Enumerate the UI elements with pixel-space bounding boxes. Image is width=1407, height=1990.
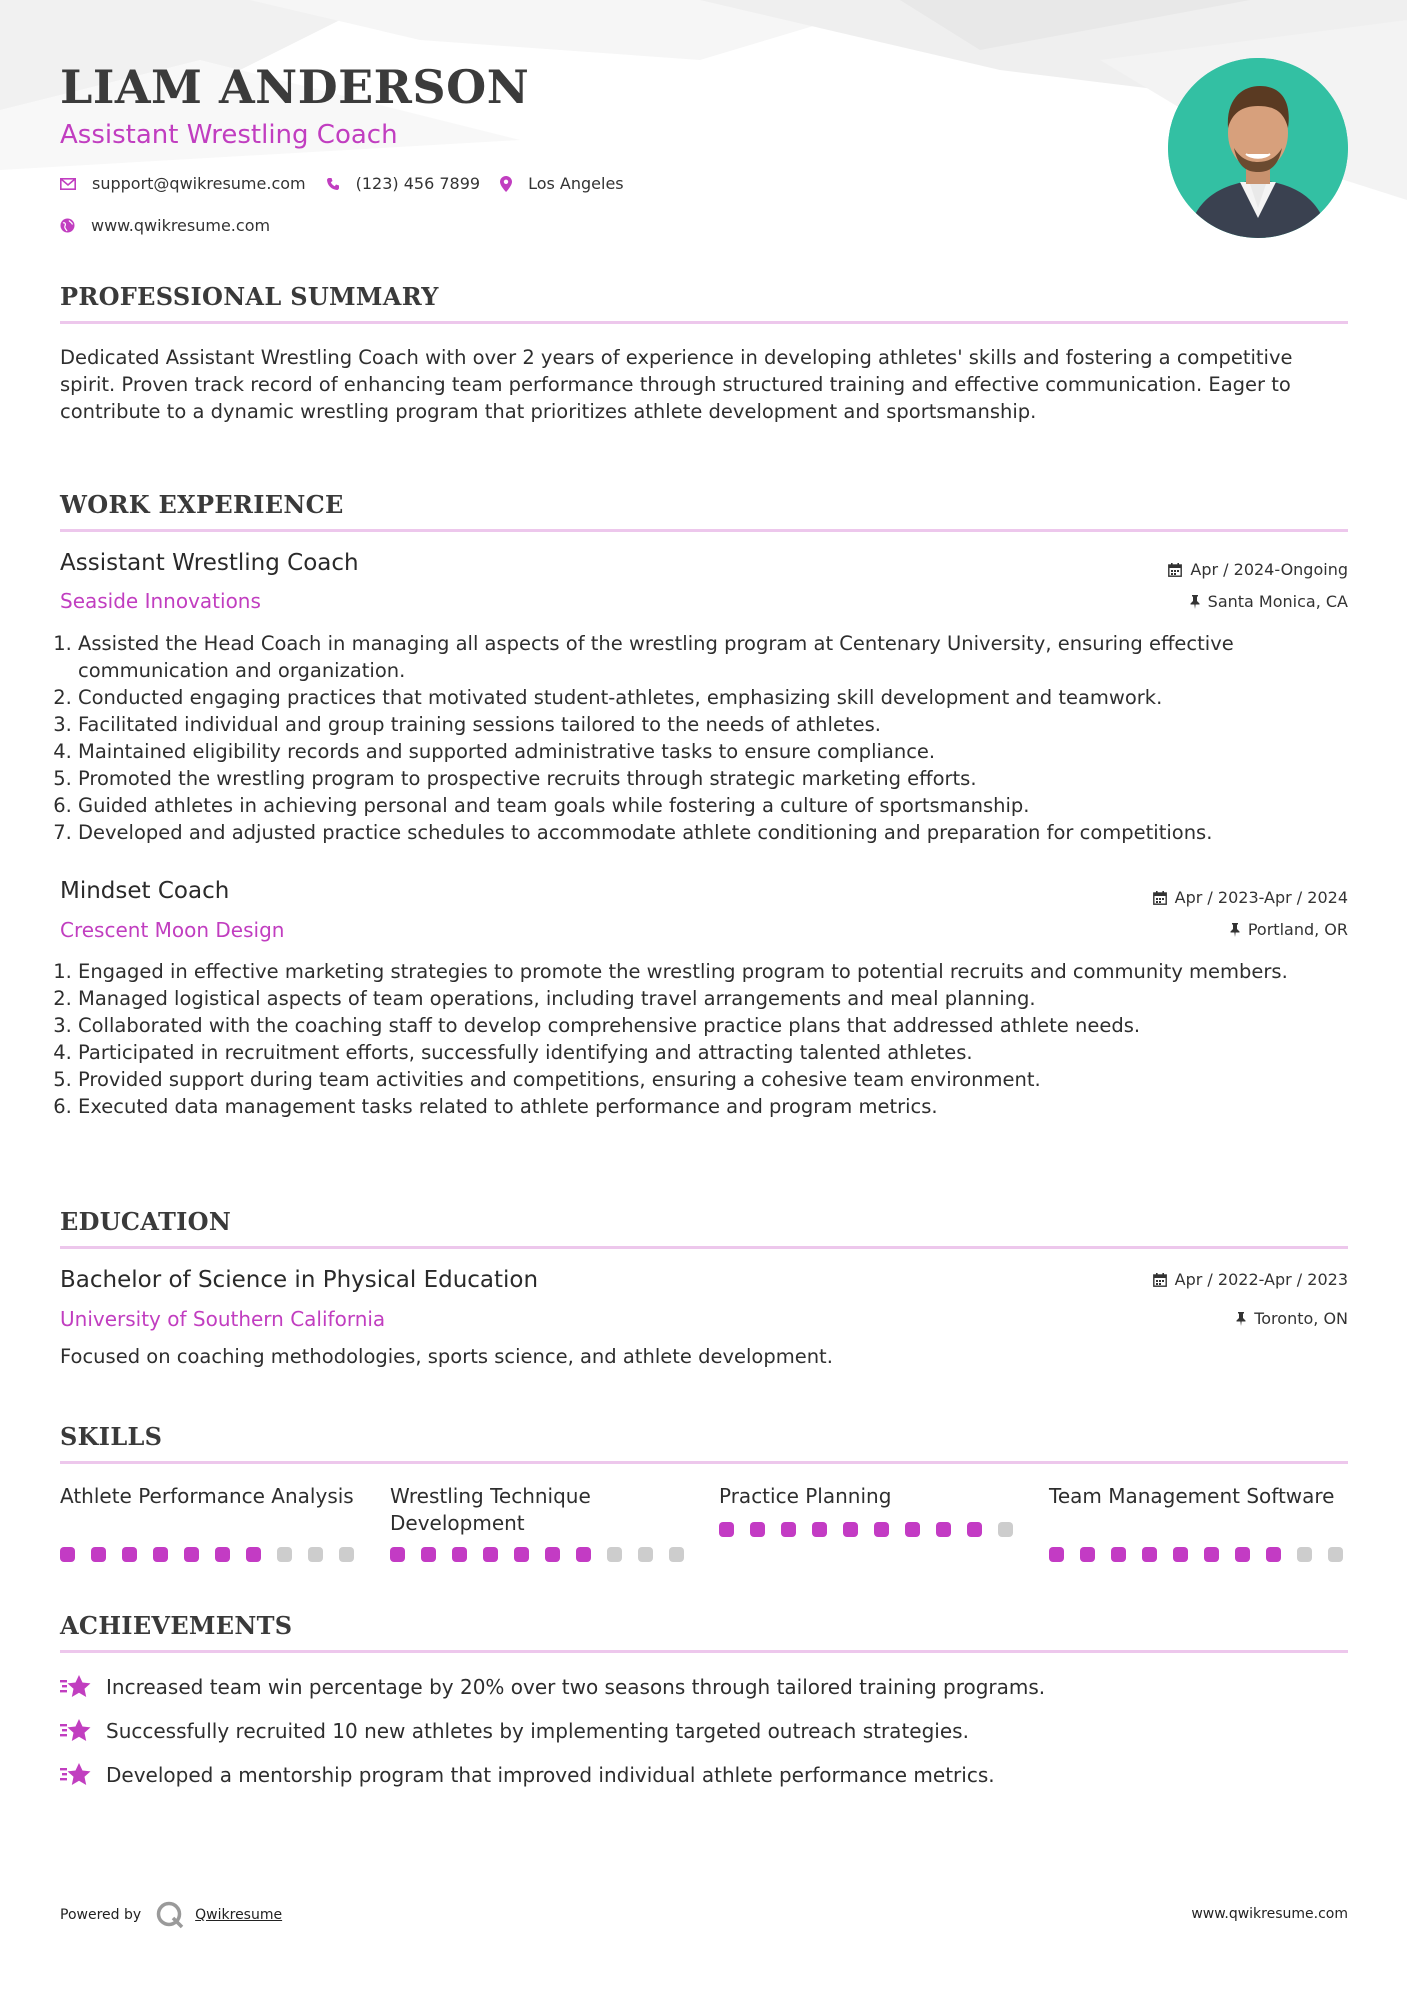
achievements-divider — [60, 1650, 1348, 1653]
job-2-bullets — [60, 958, 1366, 1120]
list-item: 2. Conducted engaging practices that motivated student-athletes, emphasizing skill development and teamwork. — [78, 684, 1366, 711]
rating-dot-empty — [1328, 1547, 1343, 1562]
education-description: Focused on coaching methodologies, sports science, and athlete development. — [60, 1345, 833, 1368]
powered-by-label: Powered by — [60, 1907, 142, 1923]
list-item: 5. Promoted the wrestling program to prospective recruits through strategic marketing efforts. — [78, 765, 1366, 792]
rating-dot-filled — [1049, 1547, 1064, 1562]
rating-dot-empty — [998, 1522, 1013, 1537]
skill-name: Athlete Performance Analysis — [60, 1484, 354, 1508]
rating-dot-filled — [1266, 1547, 1281, 1562]
contact-website[interactable] — [60, 216, 270, 235]
contact-row-website — [60, 216, 290, 235]
rating-dot-filled — [874, 1522, 889, 1537]
list-item: 7. Developed and adjusted practice schedules to accommodate athlete conditioning and preparation for competitions. — [78, 819, 1366, 846]
skill-item — [1049, 1483, 1349, 1537]
star-icon — [60, 1718, 92, 1744]
education-location-text: Toronto, ON — [1254, 1309, 1348, 1328]
rating-dot-filled — [215, 1547, 230, 1562]
rating-dot-filled — [545, 1547, 560, 1562]
rating-dot-filled — [514, 1547, 529, 1562]
skill-item — [390, 1483, 690, 1537]
rating-dot-filled — [781, 1522, 796, 1537]
achievements-heading: ACHIEVEMENTS — [60, 1611, 293, 1640]
skill-name: Practice Planning — [719, 1484, 892, 1508]
education-dates-text: Apr / 2022-Apr / 2023 — [1174, 1270, 1348, 1289]
rating-dot-filled — [1142, 1547, 1157, 1562]
achievement-item — [60, 1762, 995, 1788]
rating-dot-filled — [91, 1547, 106, 1562]
list-item: 1. Assisted the Head Coach in managing all aspects of the wrestling program at Centenary University, ensuring effective communication and organization. — [78, 630, 1366, 684]
summary-divider — [60, 321, 1348, 324]
rating-dot-filled — [750, 1522, 765, 1537]
skill-rating — [719, 1522, 1029, 1537]
list-item: 4. Participated in recruitment efforts, successfully identifying and attracting talented athletes. — [78, 1039, 1366, 1066]
rating-dot-empty — [669, 1547, 684, 1562]
list-item: 4. Maintained eligibility records and supported administrative tasks to ensure compliance. — [78, 738, 1366, 765]
experience-divider — [60, 529, 1348, 532]
candidate-name: LIAM ANDERSON — [60, 60, 530, 114]
rating-dot-empty — [1297, 1547, 1312, 1562]
list-item: 5. Provided support during team activities and competitions, ensuring a cohesive team environment. — [78, 1066, 1366, 1093]
list-item: 3. Facilitated individual and group training sessions tailored to the needs of athletes. — [78, 711, 1366, 738]
achievement-text: Increased team win percentage by 20% over two seasons through tailored training programs. — [106, 1675, 1046, 1699]
skill-item — [719, 1483, 1019, 1537]
skill-name: Wrestling Technique Development — [390, 1484, 591, 1535]
experience-heading: WORK EXPERIENCE — [60, 490, 344, 519]
rating-dot-filled — [905, 1522, 920, 1537]
education-dates — [1153, 1270, 1348, 1289]
rating-dot-filled — [936, 1522, 951, 1537]
achievement-item — [60, 1674, 1045, 1700]
candidate-title: Assistant Wrestling Coach — [60, 120, 398, 150]
rating-dot-filled — [421, 1547, 436, 1562]
job-2-company: Crescent Moon Design — [60, 918, 285, 942]
skill-rating — [1049, 1547, 1359, 1562]
education-school: University of Southern California — [60, 1307, 386, 1331]
pushpin-icon — [1236, 1312, 1246, 1326]
job-2-dates-text: Apr / 2023-Apr / 2024 — [1174, 888, 1348, 907]
footer-website[interactable]: www.qwikresume.com — [1191, 1906, 1348, 1922]
calendar-icon — [1168, 563, 1182, 577]
calendar-icon — [1153, 1273, 1167, 1287]
rating-dot-filled — [1235, 1547, 1250, 1562]
job-2-location — [1230, 920, 1348, 939]
rating-dot-filled — [483, 1547, 498, 1562]
list-item: 3. Collaborated with the coaching staff to develop comprehensive practice plans that addressed athlete needs. — [78, 1012, 1366, 1039]
website-text: www.qwikresume.com — [91, 216, 271, 235]
rating-dot-filled — [719, 1522, 734, 1537]
map-pin-icon — [500, 176, 512, 192]
education-divider — [60, 1246, 1348, 1249]
summary-heading: PROFESSIONAL SUMMARY — [60, 282, 439, 311]
contact-phone[interactable] — [326, 174, 480, 193]
contact-email[interactable] — [60, 174, 306, 193]
calendar-icon — [1153, 891, 1167, 905]
location-text: Los Angeles — [528, 174, 624, 193]
pushpin-icon — [1190, 595, 1200, 609]
star-icon — [60, 1762, 92, 1788]
email-text: support@qwikresume.com — [92, 174, 306, 193]
rating-dot-filled — [1111, 1547, 1126, 1562]
job-1-bullets — [60, 630, 1366, 846]
contact-location — [500, 174, 624, 193]
qwikresume-link[interactable]: Qwikresume — [195, 1907, 283, 1923]
rating-dot-filled — [1204, 1547, 1219, 1562]
job-1-dates — [1168, 560, 1348, 579]
skill-rating — [390, 1547, 700, 1562]
job-1-location-text: Santa Monica, CA — [1207, 592, 1348, 611]
rating-dot-filled — [122, 1547, 137, 1562]
skills-divider — [60, 1461, 1348, 1464]
skills-heading: SKILLS — [60, 1422, 163, 1451]
rating-dot-filled — [60, 1547, 75, 1562]
job-1-role: Assistant Wrestling Coach — [60, 550, 359, 576]
rating-dot-filled — [967, 1522, 982, 1537]
list-item: 2. Managed logistical aspects of team operations, including travel arrangements and meal planning. — [78, 985, 1366, 1012]
list-item: 6. Executed data management tasks related to athlete performance and program metrics. — [78, 1093, 1366, 1120]
profile-photo — [1168, 58, 1348, 238]
summary-text: Dedicated Assistant Wrestling Coach with over 2 years of experience in developing athletes' skills and fostering a competitive spirit. Proven track record of enhancing team performance through structured training and effective communication. Eager to contribute to a dynamic wrestling program that prioritizes athlete development and sportsmanship. — [60, 346, 1293, 423]
rating-dot-empty — [607, 1547, 622, 1562]
achievement-item — [60, 1718, 969, 1744]
rating-dot-filled — [1080, 1547, 1095, 1562]
job-1-company: Seaside Innovations — [60, 589, 261, 613]
envelope-icon — [60, 178, 76, 190]
skill-item — [60, 1483, 360, 1537]
job-1-dates-text: Apr / 2024-Ongoing — [1190, 560, 1348, 579]
rating-dot-empty — [277, 1547, 292, 1562]
rating-dot-empty — [638, 1547, 653, 1562]
job-2-dates — [1153, 888, 1348, 907]
achievement-text: Developed a mentorship program that improved individual athlete performance metrics. — [106, 1763, 995, 1787]
footer-powered-by — [60, 1900, 282, 1930]
rating-dot-filled — [843, 1522, 858, 1537]
rating-dot-empty — [308, 1547, 323, 1562]
list-item: 6. Guided athletes in achieving personal and team goals while fostering a culture of sportsmanship. — [78, 792, 1366, 819]
rating-dot-empty — [339, 1547, 354, 1562]
job-2-role: Mindset Coach — [60, 878, 230, 904]
rating-dot-filled — [452, 1547, 467, 1562]
portrait-image — [1168, 58, 1348, 238]
globe-icon — [60, 218, 75, 233]
rating-dot-filled — [390, 1547, 405, 1562]
skill-rating — [60, 1547, 370, 1562]
skill-name: Team Management Software — [1049, 1484, 1335, 1508]
phone-text: (123) 456 7899 — [355, 174, 481, 193]
rating-dot-filled — [812, 1522, 827, 1537]
rating-dot-filled — [576, 1547, 591, 1562]
star-icon — [60, 1674, 92, 1700]
job-2-location-text: Portland, OR — [1247, 920, 1348, 939]
rating-dot-filled — [153, 1547, 168, 1562]
pushpin-icon — [1230, 923, 1240, 937]
rating-dot-filled — [1173, 1547, 1188, 1562]
education-heading: EDUCATION — [60, 1207, 232, 1236]
list-item: 1. Engaged in effective marketing strategies to promote the wrestling program to potential recruits and community members. — [78, 958, 1366, 985]
education-location — [1236, 1309, 1348, 1328]
achievement-text: Successfully recruited 10 new athletes by implementing targeted outreach strategies. — [106, 1719, 969, 1743]
education-degree: Bachelor of Science in Physical Education — [60, 1267, 539, 1293]
rating-dot-filled — [184, 1547, 199, 1562]
job-1-location — [1190, 592, 1348, 611]
contact-row — [60, 174, 644, 193]
rating-dot-filled — [246, 1547, 261, 1562]
phone-icon — [326, 177, 340, 191]
qwikresume-logo-icon — [155, 1900, 185, 1930]
